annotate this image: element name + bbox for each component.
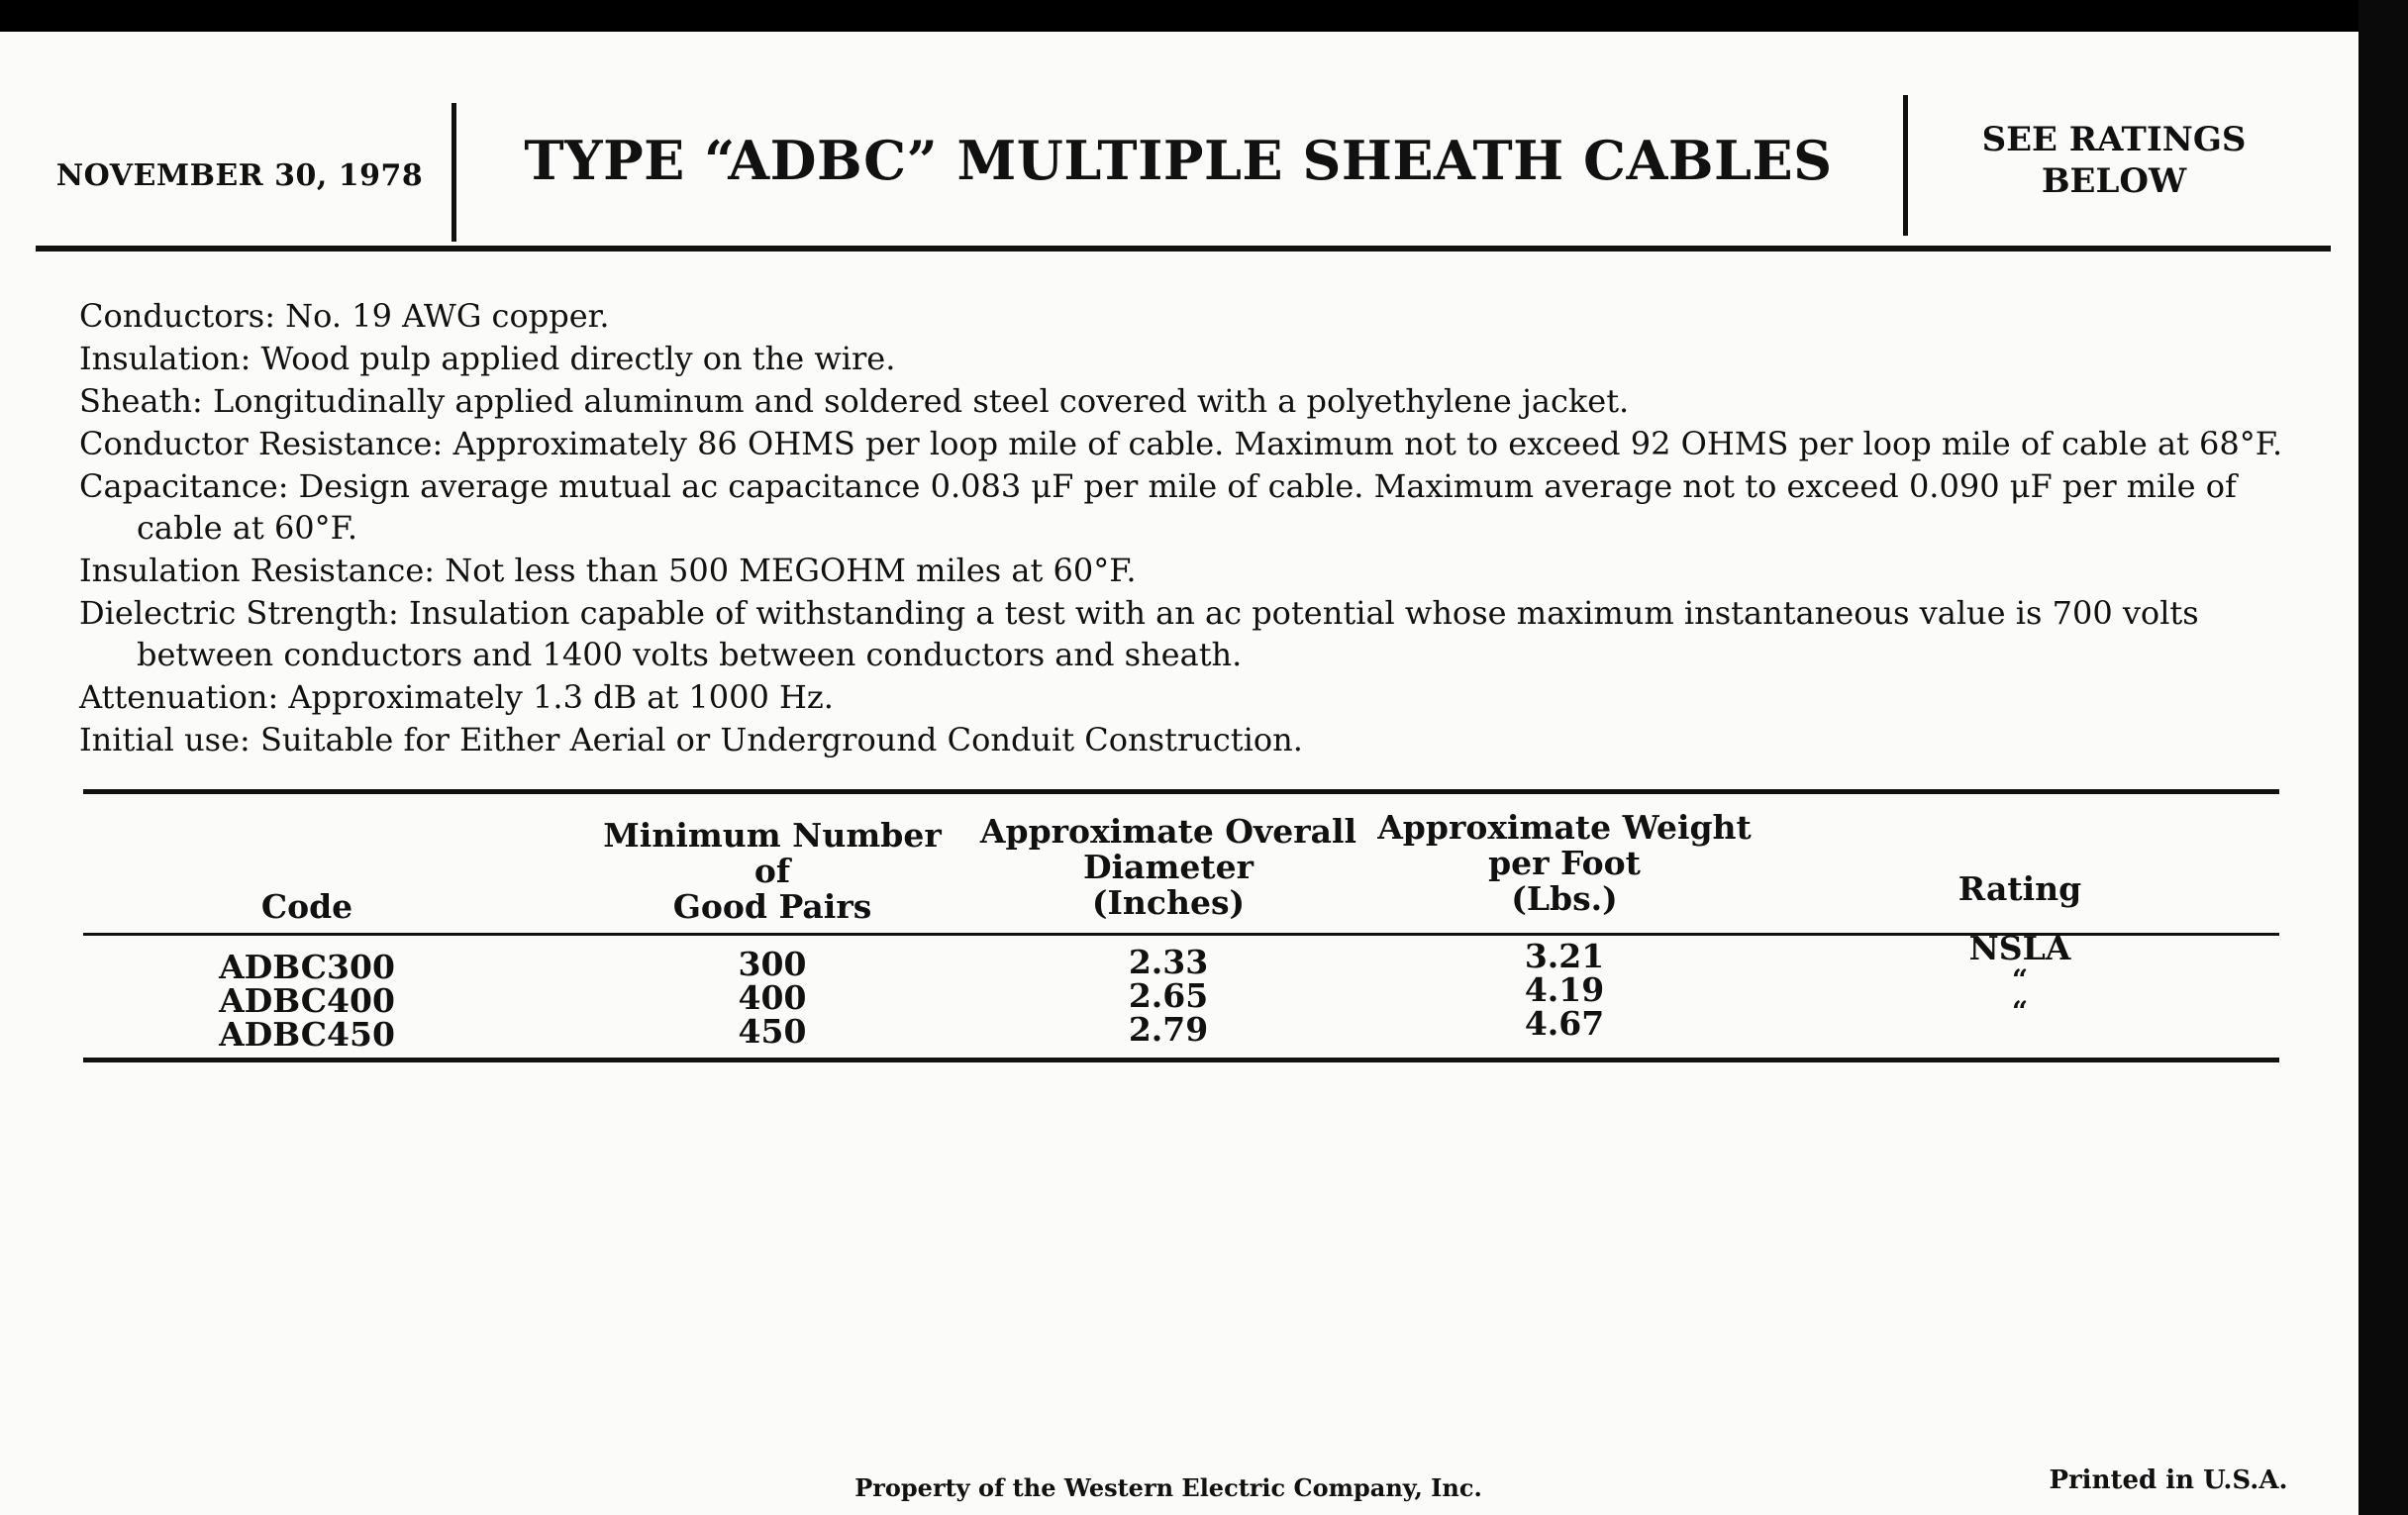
col-header-rating: Rating bbox=[1957, 869, 2082, 908]
cell-weight: 4.67 bbox=[1524, 1004, 1605, 1043]
spec-capacitance bbox=[79, 465, 2287, 549]
spec-label: Sheath: bbox=[79, 382, 203, 420]
spec-label: Insulation Resistance: bbox=[79, 552, 436, 589]
col-header-diameter: Approximate Overall Diameter (Inches) bbox=[979, 812, 1357, 922]
cell-code: ADBC400 bbox=[219, 981, 395, 1020]
document-title: TYPE “ADBC” MULTIPLE SHEATH CABLES bbox=[524, 129, 1833, 192]
spec-text: Approximately 86 OHMS per loop mile of cable. Maximum not to exceed 92 OHMS per loop mile of cable at 68°F. bbox=[452, 425, 2283, 462]
cell-code: ADBC450 bbox=[219, 1015, 395, 1054]
table-top-rule bbox=[83, 789, 2279, 794]
spec-label: Conductor Resistance: bbox=[79, 425, 444, 462]
cell-pairs: 400 bbox=[738, 978, 807, 1017]
col-header-code: Code bbox=[260, 887, 353, 926]
spec-card bbox=[0, 32, 2358, 1515]
spec-initial-use bbox=[79, 719, 2287, 760]
table-bottom-rule bbox=[83, 1058, 2279, 1062]
cell-weight: 4.19 bbox=[1524, 970, 1605, 1009]
col-header-weight: Approximate Weight per Foot (Lbs.) bbox=[1377, 808, 1752, 918]
spec-label: Conductors: bbox=[79, 297, 275, 335]
spec-label: Initial use: bbox=[79, 721, 251, 758]
spec-text: Wood pulp applied directly on the wire. bbox=[260, 340, 896, 377]
spec-text: Design average mutual ac capacitance 0.083 μF per mile of cable. Maximum average not to exceed 0.090 μF per mile of cable at 60°F. bbox=[137, 467, 2237, 547]
spec-text: Approximately 1.3 dB at 1000 Hz. bbox=[288, 678, 834, 716]
footer-property: Property of the Western Electric Company, Inc. bbox=[854, 1473, 1482, 1502]
footer-printed: Printed in U.S.A. bbox=[2049, 1465, 2288, 1495]
spec-text: Insulation capable of withstanding a test with an ac potential whose maximum instantaneous value is 700 volts between conductors and 1400 volts between conductors and sheath. bbox=[137, 594, 2199, 673]
cell-diameter: 2.65 bbox=[1128, 976, 1209, 1015]
spec-insulation-resistance bbox=[79, 550, 2287, 591]
cell-diameter: 2.79 bbox=[1128, 1010, 1209, 1049]
col-header-pairs: Minimum Number of Good Pairs bbox=[603, 816, 942, 926]
spec-text: Suitable for Either Aerial or Underground Conduit Construction. bbox=[259, 721, 1303, 758]
spec-text: No. 19 AWG copper. bbox=[285, 297, 610, 335]
spec-attenuation bbox=[79, 676, 2287, 718]
cell-rating: NSLA bbox=[1968, 929, 2071, 967]
header-rule bbox=[36, 246, 2331, 252]
spec-sheath bbox=[79, 380, 2287, 422]
spec-label: Insulation: bbox=[79, 340, 251, 377]
cell-pairs: 300 bbox=[738, 945, 807, 983]
cell-weight: 3.21 bbox=[1524, 937, 1605, 975]
issue-date: NOVEMBER 30, 1978 bbox=[55, 158, 424, 193]
specifications bbox=[79, 295, 2287, 761]
see-ratings-line1: SEE RATINGS bbox=[1981, 120, 2247, 159]
spec-insulation bbox=[79, 338, 2287, 379]
header-divider-right bbox=[1903, 95, 1908, 236]
see-ratings-note bbox=[1911, 119, 2317, 202]
spec-label: Dielectric Strength: bbox=[79, 594, 399, 632]
cell-rating: “ bbox=[2011, 963, 2029, 996]
spec-dielectric-strength bbox=[79, 592, 2287, 675]
cell-code: ADBC300 bbox=[219, 948, 395, 986]
spec-conductors bbox=[79, 295, 2287, 337]
spec-text: Not less than 500 MEGOHM miles at 60°F. bbox=[445, 552, 1137, 589]
cell-pairs: 450 bbox=[738, 1012, 807, 1051]
see-ratings-line2: BELOW bbox=[2041, 161, 2187, 201]
scan-border-right bbox=[2358, 0, 2408, 1515]
cell-rating: “ bbox=[2011, 995, 2029, 1028]
spec-label: Capacitance: bbox=[79, 467, 289, 505]
spec-label: Attenuation: bbox=[79, 678, 279, 716]
spec-text: Longitudinally applied aluminum and soldered steel covered with a polyethylene jacket. bbox=[212, 382, 1630, 420]
cell-diameter: 2.33 bbox=[1128, 943, 1209, 981]
spec-conductor-resistance bbox=[79, 423, 2287, 464]
